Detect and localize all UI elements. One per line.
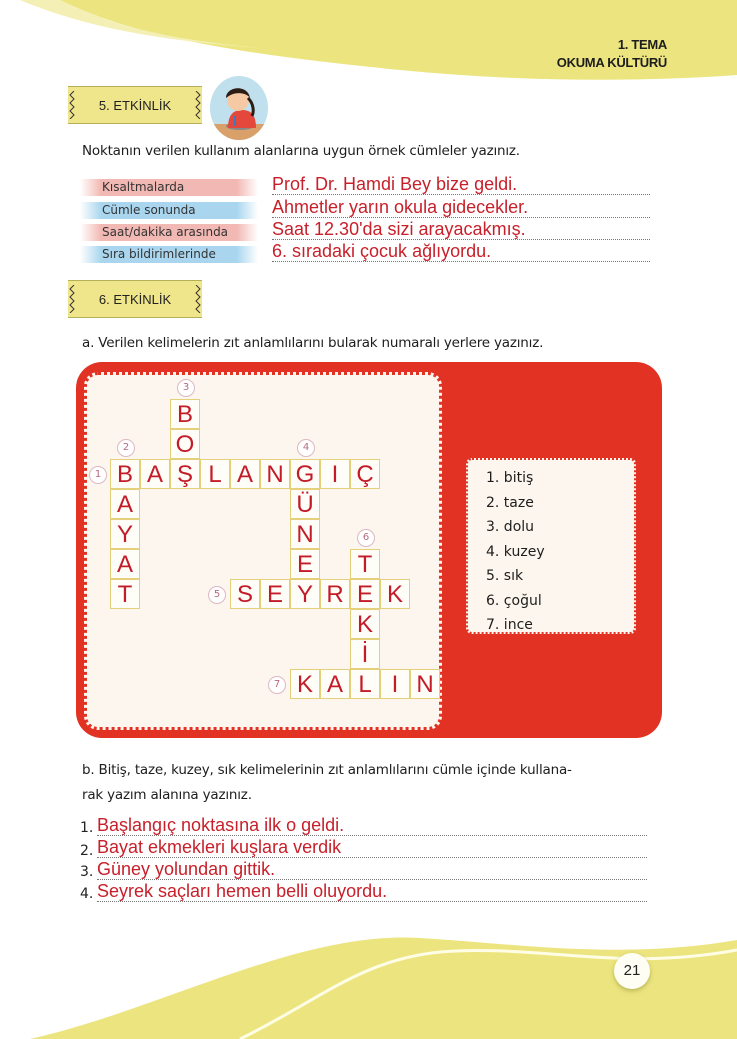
clue-item-1: 1. bitiş [486,470,534,486]
crossword-cell[interactable]: E [350,579,380,609]
crossword-cell[interactable]: B [110,459,140,489]
crossword-cell[interactable]: T [350,549,380,579]
sentence-field-2[interactable]: Bayat ekmekleri kuşlara verdik [97,837,647,858]
activity-6-title: 6. ETKİNLİK [98,291,172,307]
clue-number-1: 1 [89,466,107,484]
answer-number-2: 2. [80,843,94,859]
part-a-instruction: a. Verilen kelimelerin zıt anlamlılarını bularak numaralı yerlere yazınız. [82,335,544,351]
crossword-cell[interactable]: Y [290,579,320,609]
clue-number-6: 6 [357,529,375,547]
answer-number-3: 3. [80,864,94,880]
crossword-cell[interactable]: S [230,579,260,609]
answer-field-ordinal[interactable]: 6. sıradaki çocuk ağlıyordu. [272,241,650,262]
crossword-cell[interactable]: O [170,429,200,459]
answer-field-abbreviations[interactable]: Prof. Dr. Hamdi Bey bize geldi. [272,174,650,195]
crossword-cell[interactable]: N [260,459,290,489]
clue-item-4: 4. kuzey [486,543,545,560]
activity-6-badge [68,280,202,318]
clue-number-5: 5 [208,586,226,604]
crossword-cell[interactable]: E [290,549,320,579]
theme-title: OKUMA KÜLTÜRÜ [556,55,667,70]
crossword-cell[interactable]: Ü [290,489,320,519]
crossword-cell[interactable]: N [290,519,320,549]
activity-5-badge [68,86,202,124]
clue-number-7: 7 [268,676,286,694]
answer-field-sentence-end[interactable]: Ahmetler yarın okula gidecekler. [272,197,650,218]
crossword-cell[interactable]: K [290,669,320,699]
crossword-cell[interactable]: Ç [350,459,380,489]
usage-label-ordinal: Sıra bildirimlerinde [80,246,258,263]
theme-number: 1. TEMA [617,37,667,52]
part-b-instruction-line1: b. Bitiş, taze, kuzey, sık kelimelerinin zıt anlamlılarını cümle içinde kullana- [82,762,572,778]
activity-5-title: 5. ETKİNLİK [98,97,172,113]
crossword-cell[interactable]: Ş [170,459,200,489]
clue-item-3: 3. dolu [486,519,535,535]
clue-item-5: 5. sık [486,568,524,584]
crossword-cell[interactable]: A [110,549,140,579]
clue-item-7: 7. ince [486,617,533,633]
crossword-cell[interactable]: R [320,579,350,609]
crossword-cell[interactable]: L [200,459,230,489]
zigzag-left-icon [68,285,76,313]
zigzag-right-icon [194,91,202,119]
crossword-cell[interactable]: K [350,609,380,639]
girl-writing-avatar [210,76,268,140]
part-b-instruction-line2: rak yazım alanına yazınız. [82,787,252,803]
sentence-field-1[interactable]: Başlangıç noktasına ilk o geldi. [97,815,647,836]
crossword-cell[interactable]: Y [110,519,140,549]
activity-5-instruction: Noktanın verilen kullanım alanlarına uygun örnek cümleler yazınız. [82,143,520,159]
clue-number-2: 2 [117,439,135,457]
answer-number-1: 1. [80,820,94,836]
crossword-cell[interactable]: G [290,459,320,489]
usage-label-sentence-end: Cümle sonunda [80,202,258,219]
crossword-cell[interactable]: I [320,459,350,489]
crossword-cell[interactable]: A [320,669,350,699]
sentence-field-4[interactable]: Seyrek saçları hemen belli oluyordu. [97,881,647,902]
crossword-cell[interactable]: K [380,579,410,609]
crossword-cell[interactable]: T [110,579,140,609]
clue-number-4: 4 [297,439,315,457]
crossword-cell[interactable]: A [110,489,140,519]
clue-item-2: 2. taze [486,494,534,511]
crossword-cell[interactable]: A [140,459,170,489]
crossword-cell[interactable]: E [260,579,290,609]
crossword-cell[interactable]: L [350,669,380,699]
usage-label-time: Saat/dakika arasında [80,224,258,241]
crossword-cell[interactable]: B [170,399,200,429]
crossword-cell[interactable]: İ [350,639,380,669]
zigzag-right-icon [194,285,202,313]
crossword-cell[interactable]: A [230,459,260,489]
clue-number-3: 3 [177,379,195,397]
clue-item-6: 6. çoğul [486,592,542,609]
page-number: 21 [614,953,650,989]
answer-field-time[interactable]: Saat 12.30'da sizi arayacakmış. [272,219,650,240]
clue-word-list [466,458,636,634]
crossword-cell[interactable]: I [380,669,410,699]
sentence-field-3[interactable]: Güney yolundan gittik. [97,859,647,880]
zigzag-left-icon [68,91,76,119]
usage-label-abbreviations: Kısaltmalarda [80,179,258,196]
theme-header [557,36,667,72]
answer-number-4: 4. [80,886,94,902]
crossword-cell[interactable]: N [410,669,440,699]
girl-writing-icon [210,76,268,140]
